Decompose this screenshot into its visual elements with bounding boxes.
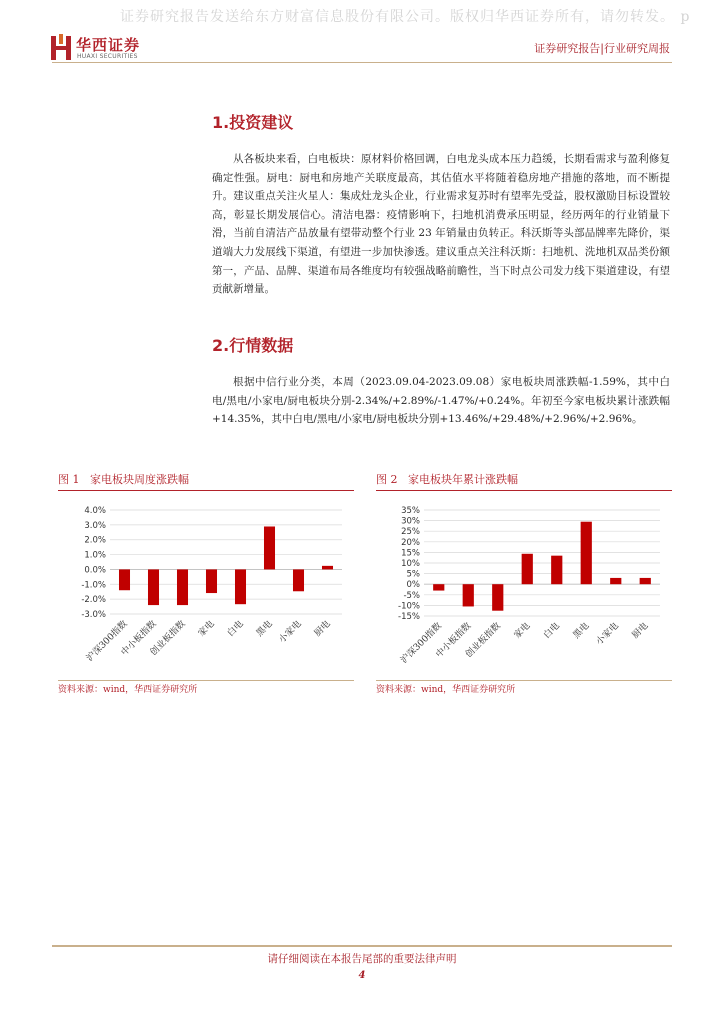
bar-2	[492, 584, 503, 611]
bar-6	[293, 569, 304, 591]
y-tick-label: -15%	[398, 612, 420, 622]
category-label: 白电	[542, 621, 562, 641]
bar-4	[551, 556, 562, 585]
figure-2-caption: 家电板块年累计涨跌幅	[408, 473, 518, 486]
bar-2	[177, 569, 188, 605]
y-tick-label: 10%	[401, 559, 420, 569]
figure-1-top-rule	[58, 490, 354, 491]
figure-1-caption: 家电板块周度涨跌幅	[90, 473, 189, 486]
category-label: 创业板指数	[463, 621, 503, 660]
y-tick-label: -2.0%	[81, 595, 106, 606]
y-tick-label: 3.0%	[84, 520, 106, 531]
report-type: 证券研究报告|行业研究周报	[534, 42, 670, 55]
section-title-market: 2.行情数据	[212, 336, 294, 355]
figure-2-chart	[376, 496, 672, 678]
figure-2-label: 图 2	[376, 473, 398, 486]
bar-7	[640, 578, 651, 584]
bar-3	[206, 569, 217, 593]
section-paragraph-market: 根据中信行业分类，本周（2023.09.04-2023.09.08）家电板块周涨跌幅-1.59%，其中白电/黑电/小家电/厨电板块分别-2.34%/+2.89%/-1.47%/+0.24%。年初至今家电板块累计涨跌幅+14.35%，其中白电/黑电/小家电/厨电板块分别+13.46%/+29.48%/+2.96%/+2.96%。	[212, 376, 670, 426]
figure-2-bottom-rule	[376, 680, 672, 681]
bar-1	[463, 584, 474, 606]
y-tick-label: 1.0%	[84, 550, 106, 561]
figure-2-source: 资料来源：wind，华西证券研究所	[376, 685, 516, 695]
y-tick-label: -3.0%	[81, 610, 106, 620]
category-label: 厨电	[630, 621, 651, 641]
category-label: 沪深300指数	[84, 619, 130, 664]
company-logo	[50, 34, 190, 64]
bar-0	[433, 584, 444, 590]
y-tick-label: 0.0%	[84, 565, 106, 576]
y-tick-label: -5%	[403, 590, 420, 601]
bar-6	[610, 578, 621, 584]
category-label: 家电	[512, 621, 533, 641]
logo-text-en: HUAXI SECURITIES	[77, 53, 138, 60]
bar-3	[522, 554, 533, 584]
bar-5	[264, 526, 275, 569]
y-tick-label: 30%	[401, 516, 420, 527]
y-tick-label: 5%	[406, 569, 420, 580]
y-tick-label: -10%	[398, 601, 420, 612]
y-tick-label: 2.0%	[84, 535, 106, 546]
figure-1-svg	[58, 496, 354, 678]
bar-0	[119, 569, 130, 590]
figure-1-bottom-rule	[58, 680, 354, 681]
category-label: 沪深300指数	[399, 621, 444, 666]
figure-2-title	[376, 471, 518, 487]
y-tick-label: 15%	[401, 548, 420, 559]
category-label: 小家电	[277, 619, 304, 646]
category-label: 黑电	[571, 621, 592, 641]
logo-text-cn: 华西证券	[76, 36, 141, 54]
category-label: 白电	[225, 619, 246, 639]
huaxi-logo-icon	[50, 34, 72, 62]
category-label: 小家电	[594, 621, 621, 648]
category-label: 家电	[196, 619, 217, 639]
legal-notice: 请仔细阅读在本报告尾部的重要法律声明	[267, 953, 457, 965]
category-label: 中小板指数	[434, 621, 474, 660]
category-label: 中小板指数	[119, 619, 159, 658]
figure-2-svg	[376, 496, 672, 678]
y-tick-label: 20%	[401, 537, 420, 548]
category-label: 厨电	[312, 619, 333, 639]
y-tick-label: 25%	[401, 527, 420, 538]
figure-1-title	[58, 471, 189, 487]
section-paragraph-investment: 从各板块来看，白电板块：原材料价格回调，白电龙头成本压力趋缓，长期看需求与盈利修复确定性强。厨电：厨电和房地产关联度最高，其估值水平将随着稳房地产措施的落地，而不断提升。建议重点关注火星人：集成灶龙头企业，行业需求复苏时有望率先受益，股权激励目标设置较高，彰显长期发展信心。清洁电器：疫情影响下，扫地机消费承压明显，经历两年的行业销量下滑，当前自清洁产品放量有望带动整个行业 23 年销量由负转正。科沃斯等头部品牌率先降价，渠道端大力发展线下渠道，有望进一步加快渗透。建议重点关注科沃斯：扫地机、洗地机双品类份额第一，产品、品牌、渠道布局各维度均有较强战略前瞻性，当下时点公司发力线下渠道建设，有望贡献新增量。	[212, 153, 670, 296]
bar-1	[148, 569, 159, 605]
y-tick-label: 0%	[406, 580, 420, 591]
y-tick-label: -1.0%	[81, 580, 106, 591]
figure-1-label: 图 1	[58, 473, 80, 486]
figure-1-source: 资料来源：wind，华西证券研究所	[58, 685, 198, 695]
bar-7	[322, 566, 333, 570]
footer-divider	[52, 945, 672, 947]
y-tick-label: 35%	[401, 506, 420, 516]
figure-1-chart	[58, 496, 354, 678]
section-title-investment: 1.投资建议	[212, 113, 294, 132]
category-label: 黑电	[254, 619, 275, 639]
category-label: 创业板指数	[148, 619, 188, 658]
page-number: 4	[358, 970, 366, 981]
header-divider	[52, 62, 672, 63]
watermark: 证券研究报告发送给东方财富信息股份有限公司。版权归华西证券所有，请勿转发。 p	[120, 9, 691, 25]
figure-2-top-rule	[376, 490, 672, 491]
y-tick-label: 4.0%	[84, 506, 106, 516]
bar-4	[235, 569, 246, 604]
bar-5	[581, 522, 592, 584]
